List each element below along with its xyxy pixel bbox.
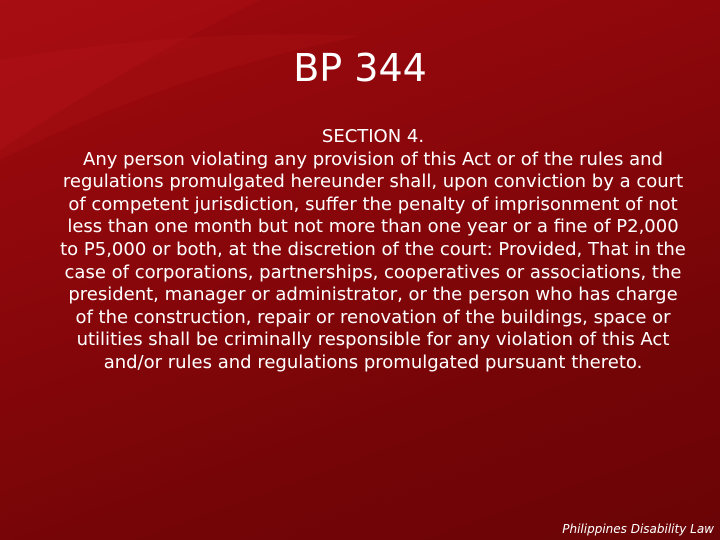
section-body: Any person violating any provision of this Act or of the rules and regulations promulgated hereunder shall, upon conviction by a court of competent jurisdiction, suffer the penalty of imprisonment of not less than one month but not more than one year or a fine of P2,000 to P5,000 or both, at the discretion of the court: Provided, That in the case of corporations, partnerships, cooperatives or associations, the president, manager or administrator, or the person who has charge of the construction, repair or renovation of the buildings, space or utilities shall be criminally responsible for any violation of this Act and/or rules and regulations promulgated pursuant thereto. <box>60 148 686 373</box>
slide-title: BP 344 <box>293 46 427 90</box>
footer-label: Philippines Disability Law <box>562 522 714 536</box>
slide-content <box>58 126 688 375</box>
section-heading: SECTION 4. <box>321 126 425 147</box>
